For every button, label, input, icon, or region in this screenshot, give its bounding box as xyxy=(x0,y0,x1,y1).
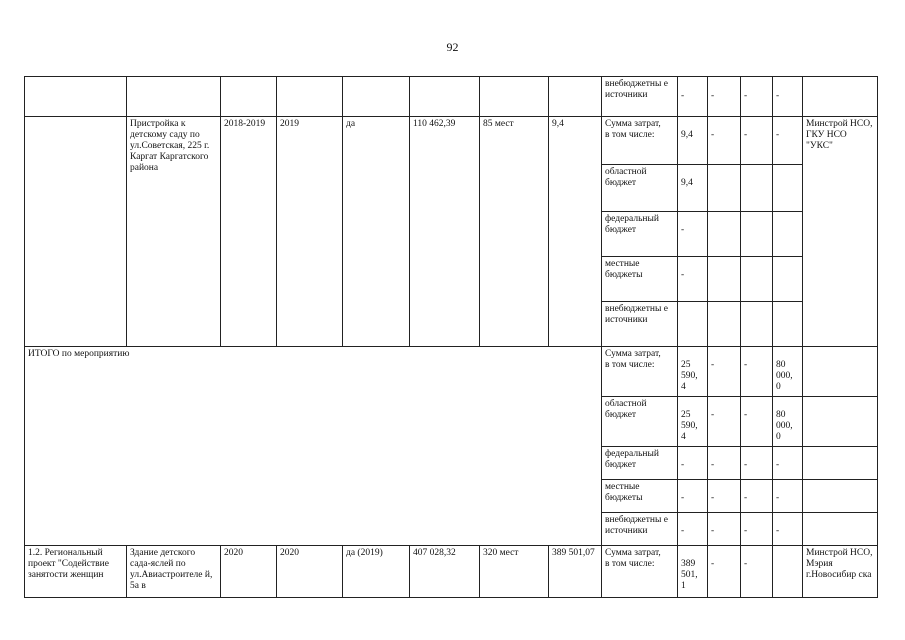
value-cell: - xyxy=(773,513,803,546)
value-cell: - xyxy=(678,212,708,257)
source-label: местные бюджеты xyxy=(602,257,678,302)
value-cell: - xyxy=(741,447,773,480)
value-cell: 9,4 xyxy=(678,165,708,212)
value-cell: - xyxy=(741,117,773,165)
value-cell: - xyxy=(773,77,803,117)
value-cell: 25 590, 4 xyxy=(678,397,708,447)
value-cell: - xyxy=(741,513,773,546)
source-label: областной бюджет xyxy=(602,397,678,447)
value-cell: - xyxy=(741,77,773,117)
value-cell: - xyxy=(708,397,741,447)
source-label: федеральный бюджет xyxy=(602,212,678,257)
source-label: внебюджетны е источники xyxy=(602,77,678,117)
source-label: внебюджетны е источники xyxy=(602,302,678,347)
value-cell: - xyxy=(773,447,803,480)
completion-year: 2020 xyxy=(277,546,343,598)
source-label: местные бюджеты xyxy=(602,480,678,513)
value-cell: 80 000, 0 xyxy=(773,397,803,447)
value-cell: - xyxy=(678,77,708,117)
object-name: Здание детского сада-яслей по ул.Авиастроителе й, 5а в xyxy=(127,546,221,598)
page-number: 92 xyxy=(446,40,459,54)
value-cell: - xyxy=(678,480,708,513)
value-cell: - xyxy=(773,480,803,513)
completion-year: 2019 xyxy=(277,117,343,347)
value-cell: - xyxy=(708,117,741,165)
value-cell: - xyxy=(678,257,708,302)
table-row xyxy=(25,347,878,397)
value-cell: - xyxy=(708,546,741,598)
value-cell: - xyxy=(741,480,773,513)
value-cell: - xyxy=(708,513,741,546)
value-cell: - xyxy=(708,480,741,513)
cost: 110 462,39 xyxy=(410,117,480,347)
source-label: Сумма затрат, в том числе: xyxy=(602,347,678,397)
value-cell: - xyxy=(678,447,708,480)
source-label: федеральный бюджет xyxy=(602,447,678,480)
value-cell: - xyxy=(678,513,708,546)
project-title: 1.2. Региональный проект "Содействие занятости женщин xyxy=(25,546,127,598)
source-label: внебюджетны е источники xyxy=(602,513,678,546)
table-row xyxy=(25,77,878,117)
value-cell: 389 501, 1 xyxy=(678,546,708,598)
capacity: 85 мест xyxy=(480,117,549,347)
flag: да xyxy=(343,117,410,347)
value-cell: 25 590, 4 xyxy=(678,347,708,397)
years: 2018-2019 xyxy=(221,117,277,347)
object-cell xyxy=(127,77,221,117)
value-cell: - xyxy=(741,347,773,397)
value-cell: - xyxy=(708,77,741,117)
value-cell: - xyxy=(708,347,741,397)
value-cell: - xyxy=(708,447,741,480)
value-cell xyxy=(773,546,803,598)
table-row xyxy=(25,117,878,165)
executor: Минстрой НСО, ГКУ НСО "УКС" xyxy=(803,117,878,347)
value-cell: - xyxy=(773,117,803,165)
source-label: Сумма затрат, в том числе: xyxy=(602,117,678,165)
total-label: ИТОГО по мероприятию xyxy=(25,347,602,546)
value-cell: 80 000, 0 xyxy=(773,347,803,397)
value-cell: 9,4 xyxy=(678,117,708,165)
amount: 9,4 xyxy=(549,117,602,347)
years: 2020 xyxy=(221,546,277,598)
source-label: Сумма затрат, в том числе: xyxy=(602,546,678,598)
object-name: Пристройка к детскому саду по ул.Советская, 225 г. Каргат Каргатского района xyxy=(127,117,221,347)
value-cell: - xyxy=(741,546,773,598)
flag: да (2019) xyxy=(343,546,410,598)
capacity: 320 мест xyxy=(480,546,549,598)
table-row xyxy=(25,546,878,598)
source-label: областной бюджет xyxy=(602,165,678,212)
executor: Минстрой НСО, Мэрия г.Новосибир ска xyxy=(803,546,878,598)
project-cell xyxy=(25,77,127,117)
value-cell: - xyxy=(741,397,773,447)
cost: 407 028,32 xyxy=(410,546,480,598)
amount: 389 501,07 xyxy=(549,546,602,598)
program-table xyxy=(24,76,878,598)
